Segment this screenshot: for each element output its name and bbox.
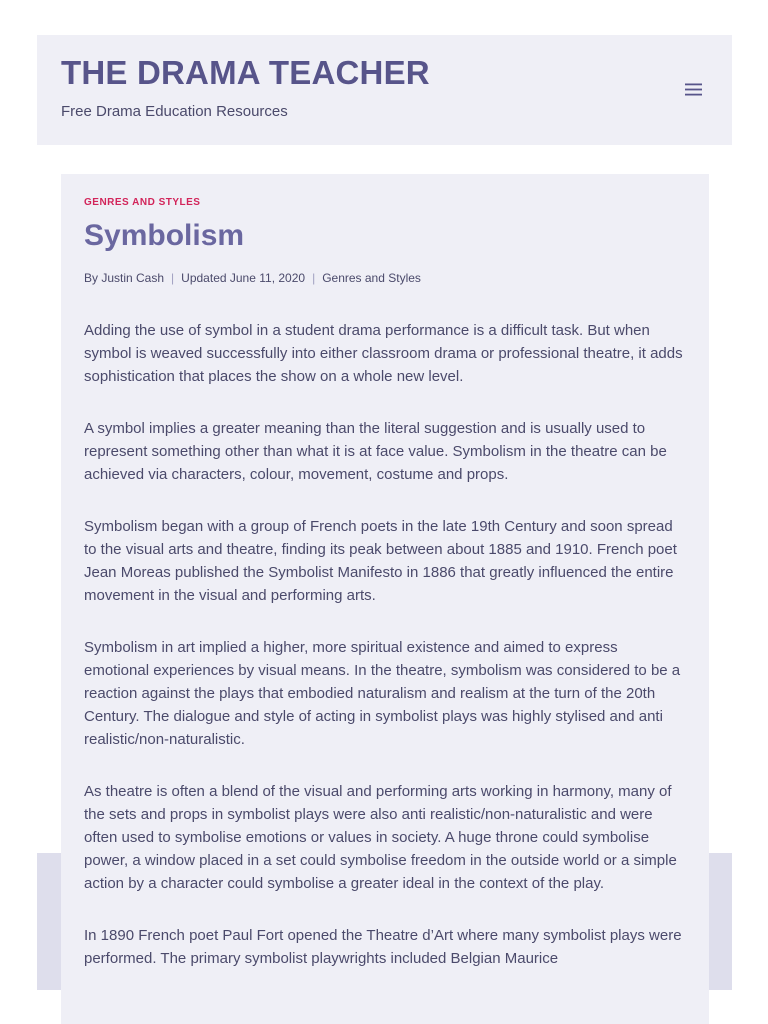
content-paragraph: Symbolism began with a group of French poets in the late 19th Century and soon spread to the visual arts and theatre, finding its peak between about 1885 and 1910. French poet Jean Moreas published the Symbolist Manifesto in 1886 that greatly influenced the entire movement in the visual and performing arts.	[84, 518, 677, 604]
entry-meta	[84, 271, 421, 285]
site-tagline: Free Drama Education Resources	[61, 103, 288, 120]
article-card	[61, 174, 709, 1024]
hamburger-menu-icon	[685, 83, 702, 96]
meta-separator: |	[171, 271, 175, 285]
site-header	[37, 35, 732, 145]
content-paragraph: In 1890 French poet Paul Fort opened the Theatre d’Art where many symbolist plays were performed. The primary symbolist playwrights included Belgian Maurice	[84, 927, 682, 967]
entry-title: Symbolism	[84, 219, 245, 252]
updated-date: Updated June 11, 2020	[181, 271, 306, 285]
content-paragraph: Symbolism in art implied a higher, more spiritual existence and aimed to express emotional experiences by visual means. In the theatre, symbolism was considered to be a reaction against the plays that embodied naturalism and realism at the turn of the 20th Century. The dialogue and style of acting in symbolist plays was highly stylised and anti realistic/non-naturalistic.	[84, 639, 681, 748]
entry-content	[84, 319, 686, 999]
content-paragraph: As theatre is often a blend of the visual and performing arts working in harmony, many of the sets and props in symbolist plays were also anti realistic/non-naturalistic and were often used to symbolise emotions or values in society. A huge throne could symbolise power, a window placed in a set could symbolise freedom in the outside world or a simple action by a character could symbolise a greater ideal in the context of the play.	[84, 783, 677, 892]
category-link[interactable]: GENRES AND STYLES	[84, 197, 201, 208]
menu-toggle-button[interactable]	[682, 78, 704, 100]
meta-separator: |	[312, 271, 316, 285]
author-link[interactable]: By Justin Cash	[84, 271, 165, 285]
content-paragraph: Adding the use of symbol in a student drama performance is a difficult task. But when symbol is weaved successfully into either classroom drama or professional theatre, it adds sophistication that places the show on a whole new level.	[84, 322, 683, 385]
site-title[interactable]: THE DRAMA TEACHER	[61, 54, 430, 91]
meta-category-link[interactable]: Genres and Styles	[322, 271, 421, 285]
content-paragraph: A symbol implies a greater meaning than the literal suggestion and is usually used to represent something other than what it is at face value. Symbolism in the theatre can be achieved via characters, colour, movement, costume and props.	[84, 420, 667, 483]
